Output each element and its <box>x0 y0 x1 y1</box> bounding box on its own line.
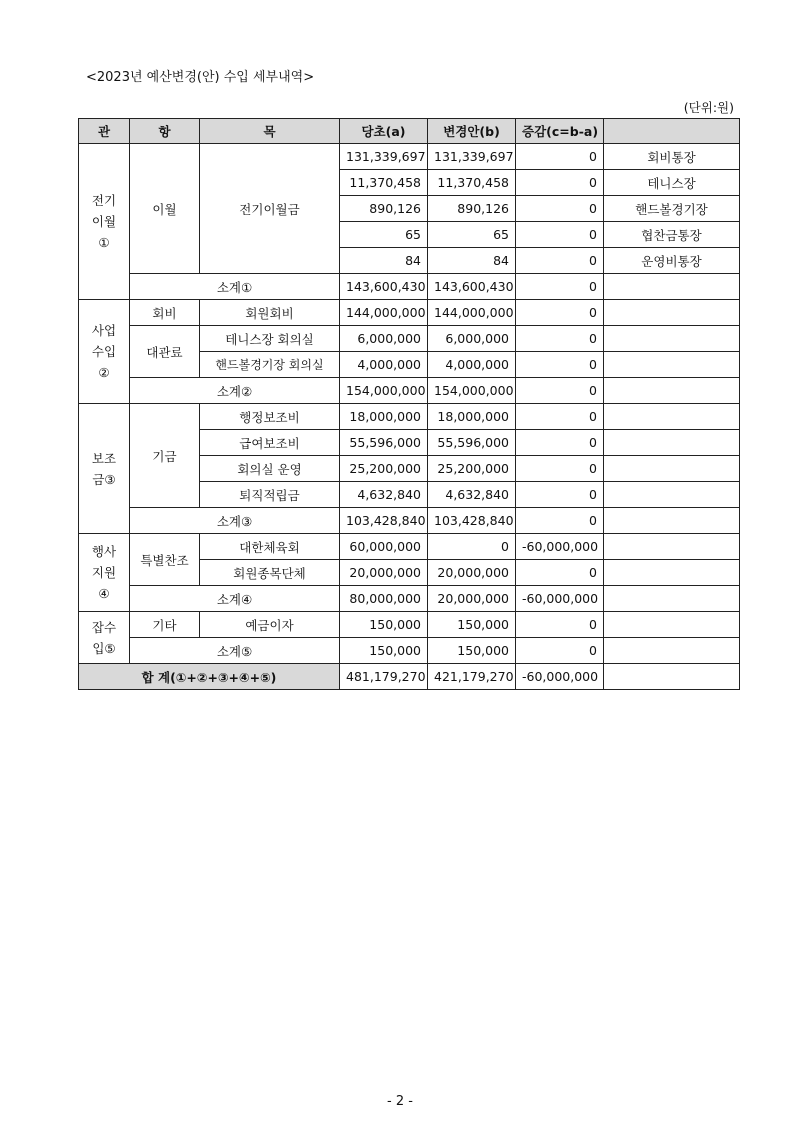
change-value: 0 <box>516 300 604 326</box>
revised-value: 4,000,000 <box>428 352 516 378</box>
note-cell <box>604 664 740 690</box>
note-cell <box>604 352 740 378</box>
original-value: 20,000,000 <box>340 560 428 586</box>
original-value: 890,126 <box>340 196 428 222</box>
subtotal-label: 소계④ <box>130 586 340 612</box>
total-label: 합 계(①+②+③+④+⑤) <box>79 664 340 690</box>
change-value: 0 <box>516 274 604 300</box>
unit-label: (단위:원) <box>683 100 734 115</box>
table-row <box>79 326 740 352</box>
subtotal-row <box>79 508 740 534</box>
document-title: <2023년 예산변경(안) 수입 세부내역> <box>86 70 315 85</box>
note-cell <box>604 378 740 404</box>
change-value: 0 <box>516 352 604 378</box>
mok-cell: 회의실 운영 <box>200 456 340 482</box>
original-value: 11,370,458 <box>340 170 428 196</box>
note-cell <box>604 586 740 612</box>
subtotal-row <box>79 586 740 612</box>
change-value: 0 <box>516 248 604 274</box>
revised-value: 20,000,000 <box>428 586 516 612</box>
mok-cell: 회원회비 <box>200 300 340 326</box>
subtotal-label: 소계① <box>130 274 340 300</box>
gwan-business <box>79 300 130 404</box>
mok-cell: 급여보조비 <box>200 430 340 456</box>
change-value: 0 <box>516 560 604 586</box>
original-value: 60,000,000 <box>340 534 428 560</box>
note-cell <box>604 430 740 456</box>
header-gwan: 관 <box>79 119 130 144</box>
original-value: 25,200,000 <box>340 456 428 482</box>
table-row <box>79 612 740 638</box>
revised-value: 144,000,000 <box>428 300 516 326</box>
header-hang: 항 <box>130 119 200 144</box>
revised-value: 150,000 <box>428 638 516 664</box>
original-value: 84 <box>340 248 428 274</box>
table-header-row <box>79 119 740 144</box>
revised-value: 154,000,000 <box>428 378 516 404</box>
gwan-label: 보조 금③ <box>91 450 117 487</box>
change-value: 0 <box>516 638 604 664</box>
revised-value: 11,370,458 <box>428 170 516 196</box>
revised-value: 65 <box>428 222 516 248</box>
original-value: 150,000 <box>340 612 428 638</box>
change-value: 0 <box>516 508 604 534</box>
header-note <box>604 119 740 144</box>
total-revised: 421,179,270 <box>428 664 516 690</box>
change-value: 0 <box>516 456 604 482</box>
subtotal-row <box>79 378 740 404</box>
note-cell <box>604 456 740 482</box>
original-value: 6,000,000 <box>340 326 428 352</box>
revised-value: 55,596,000 <box>428 430 516 456</box>
original-value: 154,000,000 <box>340 378 428 404</box>
subtotal-label: 소계③ <box>130 508 340 534</box>
subtotal-row <box>79 638 740 664</box>
subtotal-row <box>79 274 740 300</box>
total-change: -60,000,000 <box>516 664 604 690</box>
hang-fund: 기금 <box>130 404 200 508</box>
revised-value: 18,000,000 <box>428 404 516 430</box>
revised-value: 150,000 <box>428 612 516 638</box>
revised-value: 20,000,000 <box>428 560 516 586</box>
mok-cell: 대한체육회 <box>200 534 340 560</box>
original-value: 103,428,840 <box>340 508 428 534</box>
revised-value: 6,000,000 <box>428 326 516 352</box>
change-value: 0 <box>516 404 604 430</box>
gwan-label: 사업 수입 ② <box>91 323 117 380</box>
hang-rental: 대관료 <box>130 326 200 378</box>
hang-fee: 회비 <box>130 300 200 326</box>
revised-value: 0 <box>428 534 516 560</box>
mok-cell: 핸드볼경기장 회의실 <box>200 352 340 378</box>
total-row <box>79 664 740 690</box>
gwan-carryover <box>79 144 130 300</box>
original-value: 4,000,000 <box>340 352 428 378</box>
total-original: 481,179,270 <box>340 664 428 690</box>
header-revised: 변경안(b) <box>428 119 516 144</box>
note-cell: 테니스장 <box>604 170 740 196</box>
mok-cell: 테니스장 회의실 <box>200 326 340 352</box>
gwan-subsidy <box>79 404 130 534</box>
original-value: 18,000,000 <box>340 404 428 430</box>
gwan-label: 행사 지원 ④ <box>91 544 117 601</box>
note-cell <box>604 404 740 430</box>
note-cell <box>604 638 740 664</box>
revised-value: 84 <box>428 248 516 274</box>
table-row <box>79 144 740 170</box>
gwan-label: 전기 이월 ① <box>91 193 117 250</box>
note-cell <box>604 508 740 534</box>
revised-value: 103,428,840 <box>428 508 516 534</box>
table-row <box>79 404 740 430</box>
mok-cell: 퇴직적립금 <box>200 482 340 508</box>
original-value: 4,632,840 <box>340 482 428 508</box>
original-value: 150,000 <box>340 638 428 664</box>
table-row <box>79 534 740 560</box>
table-row <box>79 300 740 326</box>
mok-cell: 회원종목단체 <box>200 560 340 586</box>
original-value: 55,596,000 <box>340 430 428 456</box>
note-cell: 회비통장 <box>604 144 740 170</box>
hang-other: 기타 <box>130 612 200 638</box>
note-cell <box>604 326 740 352</box>
note-cell <box>604 482 740 508</box>
original-value: 144,000,000 <box>340 300 428 326</box>
mok-carryover: 전기이월금 <box>200 144 340 274</box>
change-value: 0 <box>516 430 604 456</box>
hang-sponsorship: 특별찬조 <box>130 534 200 586</box>
budget-table <box>78 118 740 690</box>
original-value: 80,000,000 <box>340 586 428 612</box>
note-cell: 협찬금통장 <box>604 222 740 248</box>
gwan-label: 잡수 입⑤ <box>91 619 117 656</box>
change-value: 0 <box>516 170 604 196</box>
subtotal-label: 소계⑤ <box>130 638 340 664</box>
note-cell <box>604 274 740 300</box>
header-mok: 목 <box>200 119 340 144</box>
mok-cell: 예금이자 <box>200 612 340 638</box>
change-value: 0 <box>516 482 604 508</box>
revised-value: 4,632,840 <box>428 482 516 508</box>
header-change: 증감(c=b-a) <box>516 119 604 144</box>
change-value: 0 <box>516 196 604 222</box>
note-cell <box>604 534 740 560</box>
revised-value: 25,200,000 <box>428 456 516 482</box>
change-value: -60,000,000 <box>516 534 604 560</box>
note-cell: 핸드볼경기장 <box>604 196 740 222</box>
note-cell: 운영비통장 <box>604 248 740 274</box>
mok-cell: 행정보조비 <box>200 404 340 430</box>
note-cell <box>604 560 740 586</box>
original-value: 143,600,430 <box>340 274 428 300</box>
change-value: 0 <box>516 326 604 352</box>
header-original: 당초(a) <box>340 119 428 144</box>
page-number: - 2 - <box>387 1094 413 1109</box>
hang-carryover: 이월 <box>130 144 200 274</box>
note-cell <box>604 612 740 638</box>
revised-value: 143,600,430 <box>428 274 516 300</box>
subtotal-label: 소계② <box>130 378 340 404</box>
change-value: 0 <box>516 222 604 248</box>
change-value: 0 <box>516 144 604 170</box>
change-value: 0 <box>516 378 604 404</box>
revised-value: 131,339,697 <box>428 144 516 170</box>
gwan-misc <box>79 612 130 664</box>
revised-value: 890,126 <box>428 196 516 222</box>
change-value: -60,000,000 <box>516 586 604 612</box>
original-value: 131,339,697 <box>340 144 428 170</box>
gwan-event <box>79 534 130 612</box>
original-value: 65 <box>340 222 428 248</box>
note-cell <box>604 300 740 326</box>
change-value: 0 <box>516 612 604 638</box>
